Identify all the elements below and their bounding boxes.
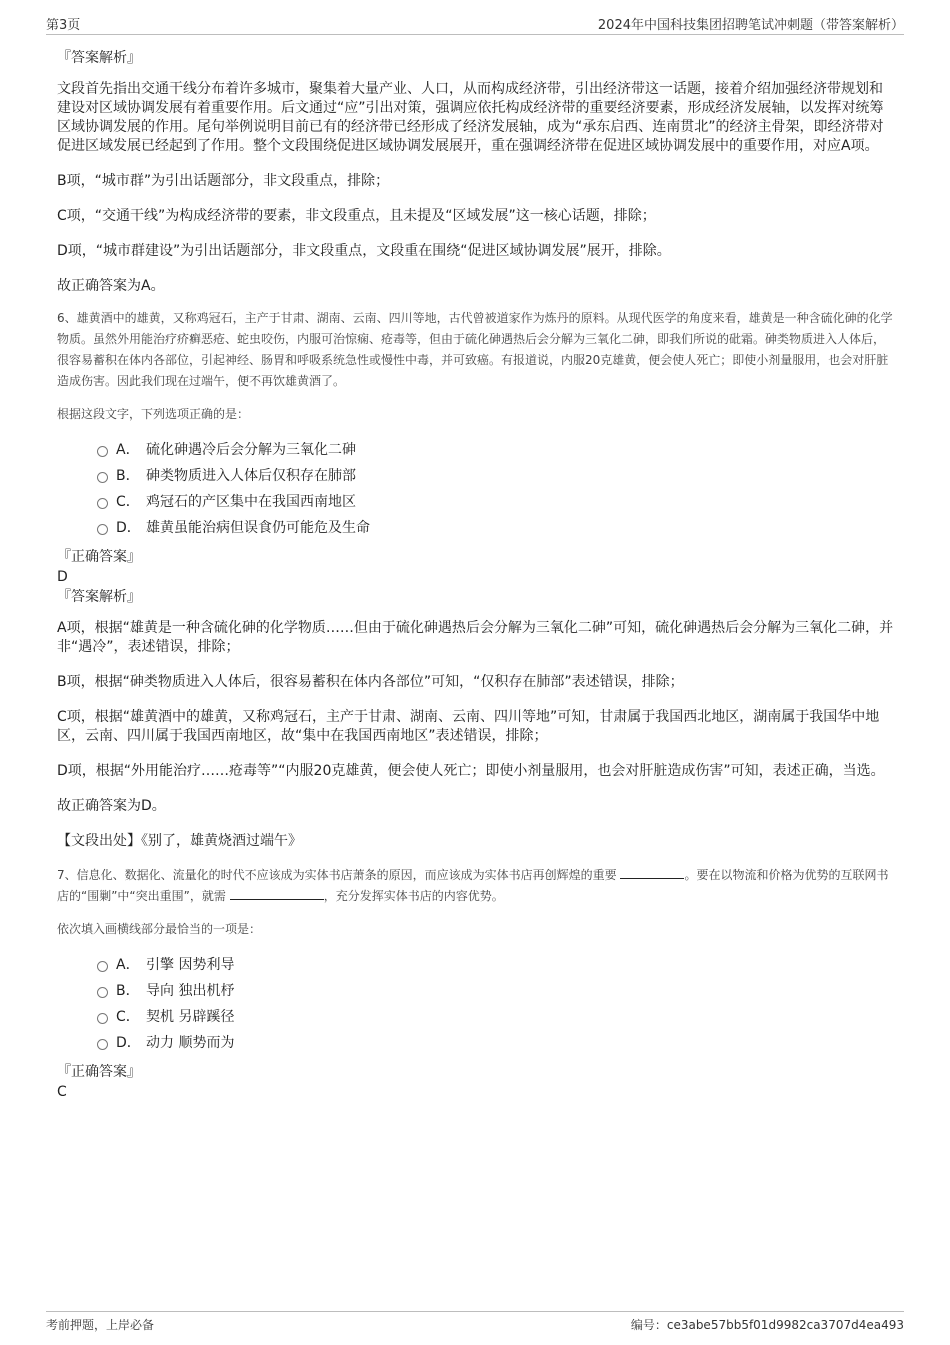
q7-option-b[interactable]: B． 导向 独出机杼 [97,978,895,1004]
radio-icon[interactable] [97,1039,108,1050]
radio-icon[interactable] [97,524,108,535]
radio-icon[interactable] [97,1013,108,1024]
radio-icon[interactable] [97,987,108,998]
fill-blank-1 [620,866,684,879]
q5-explain-c: C项，“交通干线”为构成经济带的要素，非文段重点，且未提及“区域发展”这一核心话题，排除； [57,208,656,224]
radio-icon[interactable] [97,498,108,509]
q6-option-c[interactable]: C． 鸡冠石的产区集中在我国西南地区 [97,489,895,515]
q5-conclusion: 故正确答案为A。 [57,278,165,294]
q6-explain-d: D项，根据“外用能治疗……疮毒等”“内服20克雄黄，便会使人死亡；即使小剂量服用，也会对肝脏造成伤害”可知，表述正确，当选。 [57,763,885,779]
q7-option-a[interactable]: A． 引擎 因势利导 [97,952,895,978]
q7-prompt: 依次填入画横线部分最恰当的一项是： [57,922,262,936]
q5-explain-b: B项，“城市群”为引出话题部分，非文段重点，排除； [57,173,390,189]
q7-options [97,952,895,1056]
footer-code: 编号：ce3abe57bb5f01d9982ca3707d4ea493 [630,1318,904,1332]
q6-answer-title: 『正确答案』 [57,549,141,565]
q7-answer: C [57,1084,67,1100]
q6-source: 【文段出处】《别了，雄黄烧酒过端午》 [57,833,302,849]
q6-question: 6、雄黄酒中的雄黄，又称鸡冠石，主产于甘肃、湖南、云南、四川等地，古代曾被道家作为炼丹的原料。从现代医学的角度来看，雄黄是一种含硫化砷的化学物质。虽然外用能治疗疥癣恶疮、蛇虫咬伤，内服可治惊痫、疮毒等，但由于硫化砷遇热后会分解为三氧化二砷，即我们所说的砒霜。砷类物质进入人体后，很容易蓄积在体内各部位，引起神经、肠胃和呼吸系统急性或慢性中毒，并可致癌。有报道说，内服20克雄黄，便会使人死亡；即使小剂量服用，也会对肝脏造成伤害。因此我们现在过端午，便不再饮雄黄酒了。 [57,311,893,388]
radio-icon[interactable] [97,446,108,457]
q6-option-b[interactable]: B． 砷类物质进入人体后仅积存在肺部 [97,463,895,489]
document-title: 2024年中国科技集团招聘笔试冲刺题（带答案解析） [597,18,904,33]
fill-blank-2 [230,887,324,900]
q7-option-c[interactable]: C． 契机 另辟蹊径 [97,1004,895,1030]
page-content [57,48,895,1102]
q6-explain-c: C项，根据“雄黄酒中的雄黄，又称鸡冠石，主产于甘肃、湖南、云南、四川等地”可知，甘肃属于我国西北地区，湖南属于我国华中地区，云南、四川属于我国西南地区，故“集中在我国西南地区”表述错误，排除； [57,709,880,744]
q7-question: 7、信息化、数据化、流量化的时代不应该成为实体书店萧条的原因，而应该成为实体书店再创辉煌的重要 。要在以物流和价格为优势的互联网书店的“围剿”中“突出重围”，就需 ，充分发挥实体书店的内容优势。 [57,868,889,903]
q7-option-d[interactable]: D． 动力 顺势而为 [97,1030,895,1056]
q6-prompt: 根据这段文字，下列选项正确的是： [57,407,250,421]
q7-answer-title: 『正确答案』 [57,1064,141,1080]
page-footer [46,1311,904,1332]
radio-icon[interactable] [97,961,108,972]
q6-explain-b: B项，根据“砷类物质进入人体后，很容易蓄积在体内各部位”可知，“仅积存在肺部”表述错误，排除； [57,674,684,690]
footer-slogan: 考前押题，上岸必备 [46,1318,155,1332]
q6-options [97,437,895,541]
q6-option-d[interactable]: D． 雄黄虽能治病但误食仍可能危及生命 [97,515,895,541]
q5-explain-para: 文段首先指出交通干线分布着许多城市，聚集着大量产业、人口，从而构成经济带，引出经济带这一话题，接着介绍加强经济带规划和建设对区域协调发展有着重要作用。后文通过“应”引出对策，强调应依托构成经济带的重要经济要素，形成经济发展轴，以发挥对统筹区域协调发展的作用。尾句举例说明目前已有的经济带已经形成了经济发展轴，成为“承东启西、连南贯北”的经济主骨架，即经济带对促进区域发展已经起到了作用。整个文段围绕促进区域协调发展展开，重在强调经济带在促进区域协调发展中的重要作用，对应A项。 [57,81,884,154]
q5-explain-d: D项，“城市群建设”为引出话题部分，非文段重点，文段重在围绕“促进区域协调发展”展开，排除。 [57,243,671,259]
q6-answer: D [57,569,68,585]
page-header [46,14,904,35]
radio-icon[interactable] [97,472,108,483]
page-number: 第3页 [46,18,81,33]
q5-explain-title: 『答案解析』 [57,50,141,66]
q6-option-a[interactable]: A． 硫化砷遇冷后会分解为三氧化二砷 [97,437,895,463]
q6-explain-title: 『答案解析』 [57,589,141,605]
q6-explain-a: A项，根据“雄黄是一种含硫化砷的化学物质……但由于硫化砷遇热后会分解为三氧化二砷”可知，硫化砷遇热后会分解为三氧化二砷，并非“遇冷”，表述错误，排除； [57,620,894,655]
q6-conclusion: 故正确答案为D。 [57,798,166,814]
